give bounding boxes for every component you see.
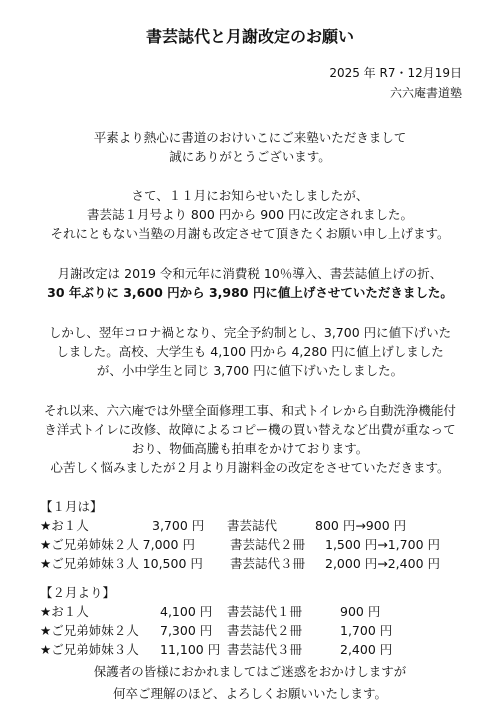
jan-heading: 【１月は】 xyxy=(40,499,103,514)
feb-row-mag: 書芸誌代２冊 xyxy=(227,623,303,638)
feb-row-magfee: 2,400 円 xyxy=(340,642,393,657)
para3-line-2: しました。高校、大学生も 4,100 円から 4,280 円に値上げしました xyxy=(56,344,444,359)
organization-name: 六六庵書道塾 xyxy=(389,86,462,100)
para3-line-1: しかし、翌年コロナ禍となり、完全予約制とし、3,700 円に値下げいた xyxy=(48,325,452,340)
feb-row-label: ★お１人 xyxy=(40,604,89,619)
feb-row-fee: 7,300 円 xyxy=(160,623,213,638)
jan-row-label: ★お１人 xyxy=(40,518,89,533)
jan-row-magfee: 800 円→900 円 xyxy=(315,518,407,533)
closing-line-2: 何卒ご理解のほど、よろしくお願いいたします。 xyxy=(112,686,387,701)
feb-row-fee: 11,100 円 xyxy=(160,642,221,657)
feb-row-magfee: 1,700 円 xyxy=(340,623,393,638)
jan-row-label: ★ご兄弟姉妹２人 7,000 円 xyxy=(40,537,195,552)
jan-row-mag: 書芸誌代 xyxy=(227,518,278,533)
greeting-line-2: 誠にありがとうございます。 xyxy=(169,149,331,164)
feb-row-mag: 書芸誌代１冊 xyxy=(227,604,303,619)
jan-row-magfee: 2,000 円→2,400 円 xyxy=(325,556,440,571)
jan-row-mag: 書芸誌代３冊 xyxy=(230,556,306,571)
para4-line-1: それ以来、六六庵では外壁全面修理工事、和式トイレから自動洗浄機能付 xyxy=(44,403,456,418)
jan-row-fee: 3,700 円 xyxy=(152,518,205,533)
para1-line-2: 書芸誌１月号より 800 円から 900 円に改定されました。 xyxy=(86,207,414,222)
para1-line-1: さて、１１月にお知らせいたしましたが、 xyxy=(131,188,369,203)
feb-row-fee: 4,100 円 xyxy=(160,604,213,619)
jan-row-mag: 書芸誌代２冊 xyxy=(230,537,306,552)
feb-heading: 【２月より】 xyxy=(40,585,116,600)
closing-line-1: 保護者の皆様におかれましてはご迷惑をおかけしますが xyxy=(93,664,407,679)
jan-row-label: ★ご兄弟姉妹３人 10,500 円 xyxy=(40,556,203,571)
feb-row-magfee: 900 円 xyxy=(340,604,381,619)
para4-line-3: おり、物価高騰も拍車をかけております。 xyxy=(131,441,369,456)
para4-line-4: 心苦しく悩みましたが２月より月謝料金の改定をさせていただきます。 xyxy=(50,460,450,475)
jan-row-magfee: 1,500 円→1,700 円 xyxy=(325,537,440,552)
feb-row-mag: 書芸誌代３冊 xyxy=(227,642,303,657)
feb-row-label: ★ご兄弟姉妹２人 xyxy=(40,623,139,638)
greeting-line-1: 平素より熱心に書道のおけいこにご来塾いただきまして xyxy=(93,130,407,145)
para3-line-3: が、小中学生と同じ 3,700 円に値下げいたしました。 xyxy=(96,363,404,378)
para1-line-3: それにともない当塾の月謝も改定させて頂きたくお願い申し上げます。 xyxy=(50,226,450,241)
para2-line-1: 月謝改定は 2019 令和元年に消費税 10％導入、書芸誌値上げの折、 xyxy=(57,266,443,281)
notice-title: 書芸誌代と月謝改定のお願い xyxy=(145,27,354,46)
feb-row-label: ★ご兄弟姉妹３人 xyxy=(40,642,139,657)
para2-line-2: 30 年ぶりに 3,600 円から 3,980 円に値上げさせていただきました。 xyxy=(47,285,453,300)
notice-date: 2025 年 R7・12月19日 xyxy=(329,66,462,80)
para4-line-2: き洋式トイレに改修、故障によるコピー機の買い替えなど出費が重なって xyxy=(44,422,456,437)
